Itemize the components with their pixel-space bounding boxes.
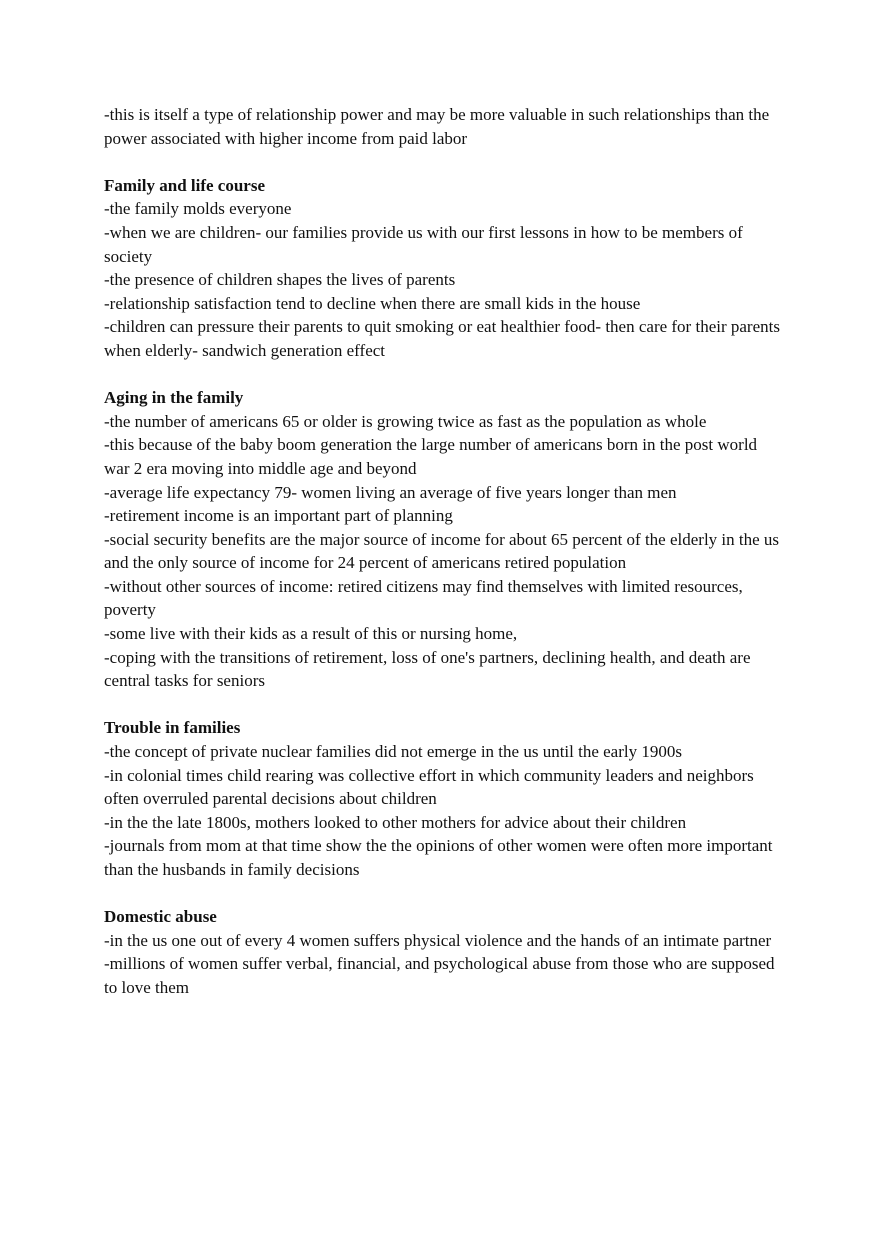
section-line: -retirement income is an important part of planning <box>104 506 453 526</box>
section-family-life-course <box>104 174 784 363</box>
section-line: -this because of the baby boom generation the large number of americans born in the post world war 2 era moving into middle age and beyond <box>104 435 758 478</box>
section-line: -when we are children- our families provide us with our first lessons in how to be members of society <box>104 222 743 266</box>
section-line: -without other sources of income: retired citizens may find themselves with limited resources, poverty <box>104 576 743 620</box>
document-page <box>104 103 784 1000</box>
section-heading: Trouble in families <box>104 718 241 738</box>
section-line: -the family molds everyone <box>104 199 292 219</box>
section-line: -some live with their kids as a result of this or nursing home, <box>104 624 518 644</box>
section-heading: Domestic abuse <box>104 907 217 927</box>
section-domestic-abuse <box>104 905 784 999</box>
section-line: -children can pressure their parents to quit smoking or eat healthier food- then care for their parents when elderly- sandwich generation effect <box>104 317 780 360</box>
section-line: -in colonial times child rearing was collective effort in which community leaders and neighbors often overruled parental decisions about children <box>104 765 754 809</box>
section-heading: Aging in the family <box>104 388 244 408</box>
section-line: -in the us one out of every 4 women suffers physical violence and the hands of an intimate partner <box>104 930 772 950</box>
section-line: -relationship satisfaction tend to decline when there are small kids in the house <box>104 293 641 313</box>
section-line: -journals from mom at that time show the the opinions of other women were often more important than the husbands in family decisions <box>104 836 773 879</box>
section-line: -in the the late 1800s, mothers looked to other mothers for advice about their children <box>104 812 687 832</box>
section-trouble-in-families <box>104 716 784 881</box>
section-line: -millions of women suffer verbal, financial, and psychological abuse from those who are supposed to love them <box>104 954 775 997</box>
intro-block <box>104 103 784 150</box>
section-line: -the presence of children shapes the lives of parents <box>104 270 456 290</box>
section-aging-in-family <box>104 386 784 693</box>
section-line: -the number of americans 65 or older is growing twice as fast as the population as whole <box>104 411 707 431</box>
section-line: -the concept of private nuclear families did not emerge in the us until the early 1900s <box>104 742 682 762</box>
section-line: -average life expectancy 79- women living an average of five years longer than men <box>104 482 677 502</box>
section-line: -social security benefits are the major source of income for about 65 percent of the elderly in the us and the only source of income for 24 percent of americans retired population <box>104 529 780 573</box>
intro-line: -this is itself a type of relationship power and may be more valuable in such relationships than the power associated with higher income from paid labor <box>104 105 770 148</box>
section-heading: Family and life course <box>104 175 266 195</box>
section-line: -coping with the transitions of retirement, loss of one's partners, declining health, and death are central tasks for seniors <box>104 647 751 691</box>
